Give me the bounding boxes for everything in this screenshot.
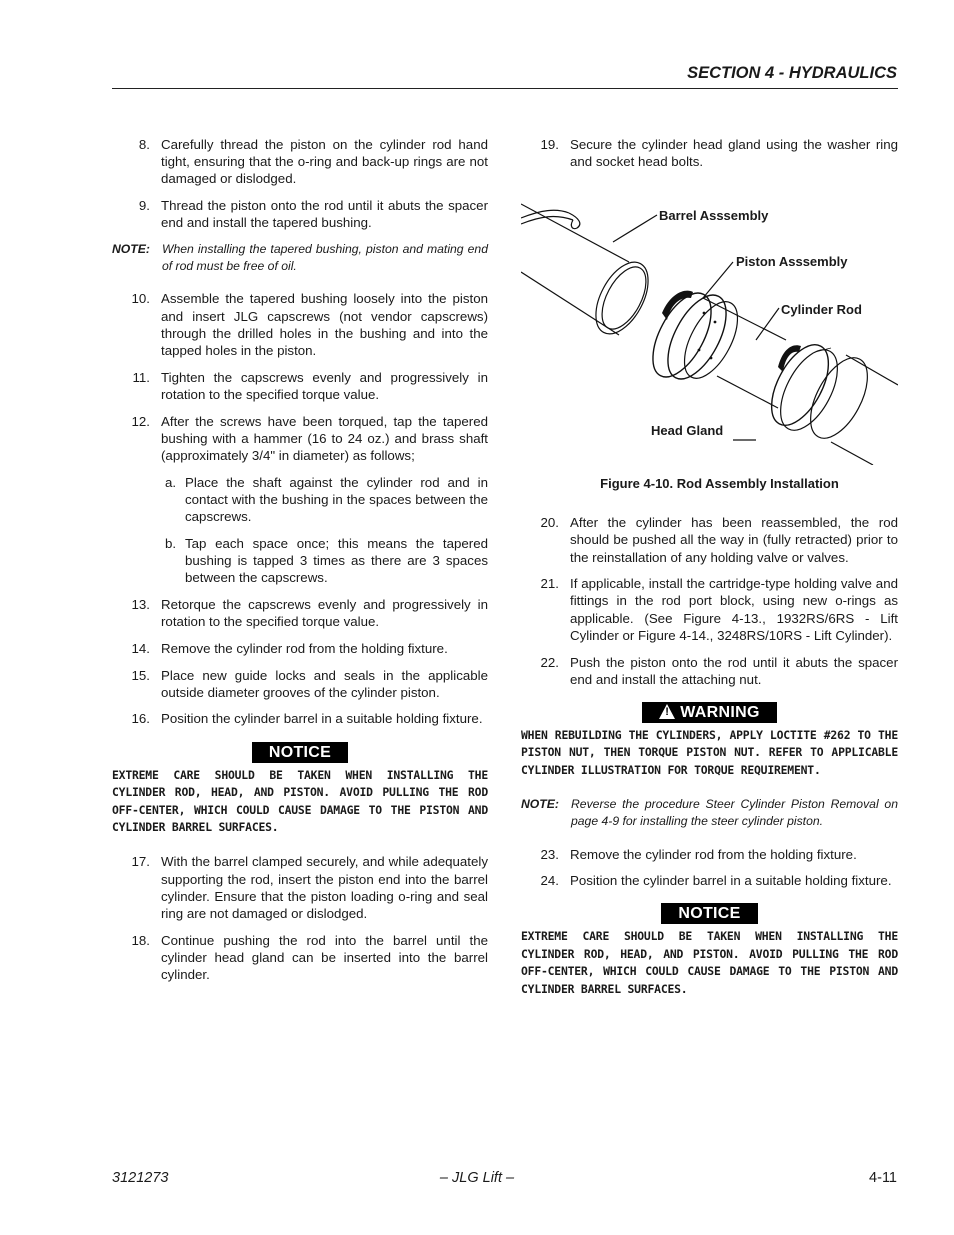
cylinder-rod-label: Cylinder Rod: [781, 301, 862, 317]
steps-list: [521, 136, 898, 170]
substeps-list: [112, 474, 488, 587]
step-item: [112, 197, 488, 231]
step-number: 11.: [132, 369, 150, 385]
step-text: Place the shaft against the cylinder rod and in contact with the bushing in the spaces between the capscrews.: [185, 474, 488, 525]
step-item: [521, 846, 898, 863]
note-label: NOTE:: [521, 797, 559, 812]
step-text: Place new guide locks and seals in the applicable outside diameter grooves of the cylinder piston.: [161, 667, 488, 700]
step-item: [112, 596, 488, 630]
step-item: [112, 667, 488, 701]
step-number: 15.: [131, 667, 150, 683]
step-text: Tap each space once; this means the tapered bushing is tapped 3 times as there are 3 spaces between the capscrews.: [185, 535, 488, 586]
header-divider: [112, 88, 898, 89]
warning-label: WARNING: [680, 703, 760, 721]
notice-badge: NOTICE: [252, 742, 348, 763]
page-number: 4-11: [869, 1170, 897, 1186]
footer-brand: – JLG Lift –: [439, 1170, 515, 1186]
step-text: Position the cylinder barrel in a suitable holding fixture.: [161, 711, 483, 727]
notice-text: EXTREME CARE SHOULD BE TAKEN WHEN INSTALLING THE CYLINDER ROD, HEAD, AND PISTON. AVOID PULLING THE ROD OFF-CENTER, WHICH COULD CAUSE DAMAGE TO THE PISTON AND CYLINDER BARREL SURFACES.: [521, 929, 898, 996]
step-item: [112, 413, 488, 465]
warning-banner: [521, 702, 898, 723]
substep-item: [112, 474, 488, 526]
step-number: 21.: [540, 576, 559, 592]
step-number: 16.: [131, 711, 150, 727]
rod-assembly-figure: [521, 180, 898, 465]
step-number: 18.: [131, 932, 150, 948]
warning-badge: [642, 702, 776, 723]
notice-badge: NOTICE: [661, 903, 757, 924]
step-number: 9.: [138, 198, 150, 214]
steps-list: [521, 514, 898, 688]
step-text: Thread the piston onto the rod until it abuts the spacer end and install the tapered bushing.: [161, 198, 488, 231]
step-text: Carefully thread the piston on the cylinder rod hand tight, ensuring that the o-ring and back-up rings are not damaged or dislodged.: [161, 137, 488, 187]
figure-caption: Figure 4-10. Rod Assembly Installation: [600, 475, 839, 491]
step-number: a.: [165, 474, 177, 490]
steps-list: [112, 853, 488, 983]
notice-banner: [112, 742, 488, 763]
step-number: 23.: [540, 846, 559, 862]
step-number: 10.: [131, 291, 150, 307]
step-text: Retorque the capscrews evenly and progressively in rotation to the specified torque value.: [161, 596, 488, 630]
step-text: With the barrel clamped securely, and while adequately supporting the rod, insert the piston end into the barrel cylinder. Ensure that the piston loading o-ring and seal ring are not damaged or dislodged.: [161, 854, 488, 921]
step-item: [521, 514, 898, 566]
steps-list: [112, 596, 488, 728]
note: [521, 796, 898, 830]
step-item: [521, 136, 898, 170]
substep-item: [112, 535, 488, 587]
step-item: [521, 872, 898, 889]
step-number: 20.: [540, 515, 559, 531]
section-title: SECTION 4 - HYDRAULICS: [687, 64, 897, 82]
step-number: b.: [165, 535, 177, 551]
step-item: [112, 136, 488, 188]
step-item: [112, 290, 488, 359]
notice-banner: [521, 903, 898, 924]
note-text: Reverse the procedure Steer Cylinder Piston Removal on page 4-9 for installing the steer cylinder piston.: [571, 797, 898, 829]
step-number: 22.: [540, 654, 559, 670]
step-text: Assemble the tapered bushing loosely into the piston and insert JLG capscrews (not vendor capscrews) through the drilled holes in the bushing and into the tapped holes in the piston.: [161, 291, 488, 359]
left-column: [112, 136, 488, 993]
warning-triangle-icon: !: [659, 704, 675, 719]
steps-list: [521, 846, 898, 890]
step-text: If applicable, install the cartridge-type holding valve and fittings in the rod port block, using new o-rings as applicable. (See Figure 4-13., 1932RS/6RS - Lift Cylinder or Figure 4-14., 3248RS/10RS - Lift Cylinder).: [570, 576, 898, 643]
steps-list: [112, 290, 488, 464]
step-text: Remove the cylinder rod from the holding fixture.: [161, 640, 448, 656]
step-text: Secure the cylinder head gland using the washer ring and socket head bolts.: [570, 137, 898, 170]
step-text: After the screws have been torqued, tap the tapered bushing with a hammer (16 to 24 oz.) and brass shaft (approximately 3/4" in diameter) as follows;: [161, 413, 488, 464]
step-item: [112, 853, 488, 922]
note-label: NOTE:: [112, 242, 150, 257]
note: [112, 241, 488, 275]
notice-text: EXTREME CARE SHOULD BE TAKEN WHEN INSTALLING THE CYLINDER ROD, HEAD, AND PISTON. AVOID PULLING THE ROD OFF-CENTER, WHICH COULD CAUSE DAMAGE TO THE PISTON AND CYLINDER BARREL SURFACES.: [112, 767, 488, 834]
note-text: When installing the tapered bushing, piston and mating end of rod must be free of oil.: [162, 242, 488, 274]
step-number: 14.: [131, 640, 150, 656]
step-item: [521, 575, 898, 644]
step-number: 17.: [131, 854, 150, 870]
step-number: 24.: [540, 873, 559, 889]
step-text: Remove the cylinder rod from the holding fixture.: [570, 846, 857, 862]
head-gland-label: Head Gland: [651, 422, 724, 438]
step-number: 12.: [131, 413, 150, 429]
step-item: [112, 369, 488, 403]
step-item: [112, 932, 488, 984]
steps-list: [112, 136, 488, 232]
piston-assembly-label: Piston Asssembly: [736, 253, 848, 269]
document-number: 3121273: [112, 1170, 169, 1186]
step-number: 8.: [138, 137, 150, 152]
step-number: 19.: [540, 137, 559, 152]
right-column: [521, 136, 898, 1015]
step-text: After the cylinder has been reassembled, the rod should be pushed all the way in (fully retracted) prior to the reinstallation of any holding valve or valves.: [570, 515, 898, 565]
step-number: 13.: [131, 596, 150, 612]
step-text: Position the cylinder barrel in a suitable holding fixture.: [570, 873, 892, 889]
step-item: [112, 640, 488, 657]
warning-text: WHEN REBUILDING THE CYLINDERS, APPLY LOCTITE #262 TO THE PISTON NUT, THEN TORQUE PISTON NUT. REFER TO APPLICABLE CYLINDER ILLUSTRATION FOR TORQUE REQUIREMENT.: [521, 727, 898, 777]
step-item: [521, 654, 898, 688]
step-text: Push the piston onto the rod until it abuts the spacer end and install the attaching nut.: [570, 654, 898, 687]
step-item: [112, 710, 488, 727]
step-text: Continue pushing the rod into the barrel until the cylinder head gland can be inserted into the barrel cylinder.: [161, 932, 488, 983]
step-text: Tighten the capscrews evenly and progressively in rotation to the specified torque value.: [161, 369, 488, 402]
barrel-assembly-label: Barrel Asssembly: [659, 207, 769, 223]
